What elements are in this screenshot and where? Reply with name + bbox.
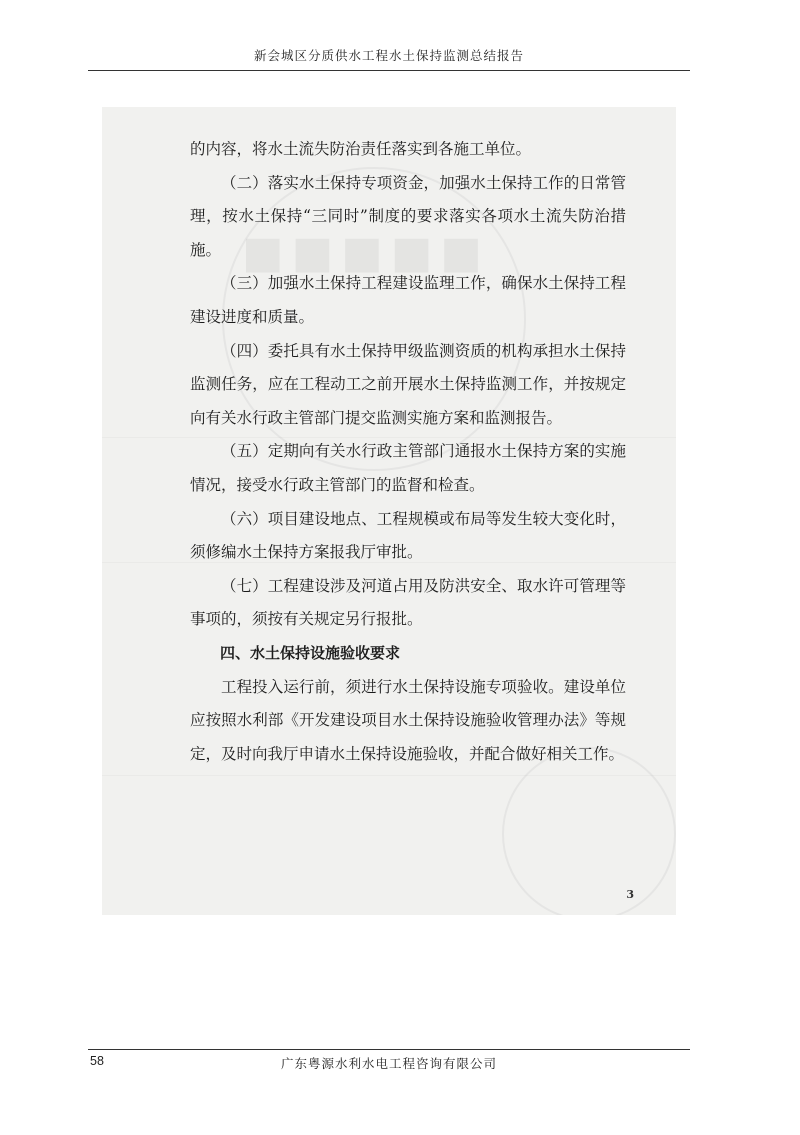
paragraph: （二）落实水土保持专项资金，加强水土保持工作的日常管理，按水土保持“三同时”制度的要求落实各项水土流失防治措施。 <box>190 173 626 259</box>
section-heading: 四、水土保持设施验收要求 <box>220 643 401 662</box>
faint-stamp-artifact <box>502 747 676 915</box>
bleed-through-artifact: ■■■■■ <box>242 227 490 278</box>
paragraph: （四）委托具有水土保持甲级监测资质的机构承担水土保持监测任务，应在工程动工之前开展水土保持监测工作，并按规定向有关水行政主管部门提交监测实施方案和监测报告。 <box>190 341 626 427</box>
paragraph: （三）加强水土保持工程建设监理工作，确保水土保持工程建设进度和质量。 <box>190 274 626 326</box>
page-header-title: 新会城区分质供水工程水土保持监测总结报告 <box>253 48 524 63</box>
paragraph: （五）定期向有关水行政主管部门通报水土保持方案的实施情况，接受水行政主管部门的监督和检查。 <box>190 442 626 494</box>
footer-page-number: 58 <box>90 1054 104 1068</box>
scanned-text-body <box>190 133 626 771</box>
scan-line-artifact <box>102 775 676 776</box>
scanned-page-number: 3 <box>626 888 634 901</box>
paragraph: （六）项目建设地点、工程规模或布局等发生较大变化时，须修编水土保持方案报我厅审批。 <box>190 509 626 562</box>
header-divider <box>88 70 690 71</box>
paragraph: 工程投入运行前，须进行水土保持设施专项验收。建设单位应按照水利部《开发建设项目水土保持设施验收管理办法》等规定，及时向我厅申请水土保持设施验收，并配合做好相关工作。 <box>190 677 626 763</box>
footer-company-name: 广东粤源水利水电工程咨询有限公司 <box>280 1056 497 1071</box>
footer-divider <box>88 1049 690 1050</box>
scanned-document-image <box>102 107 676 915</box>
paragraph: 的内容，将水土流失防治责任落实到各施工单位。 <box>190 140 532 158</box>
paragraph: （七）工程建设涉及河道占用及防洪安全、取水许可管理等事项的，须按有关规定另行报批。 <box>190 576 626 629</box>
